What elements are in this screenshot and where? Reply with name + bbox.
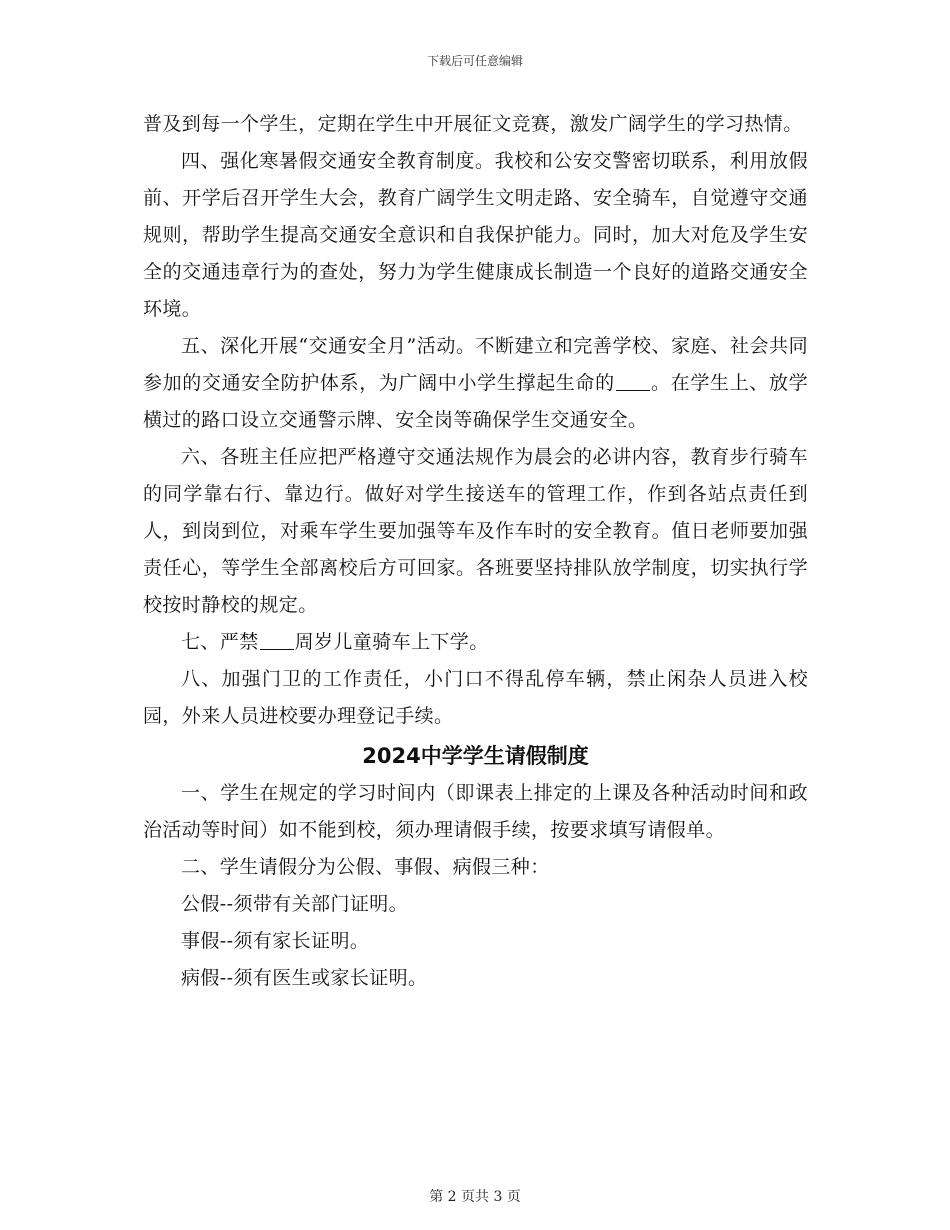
section-title: 2024中学学生请假制度	[362, 744, 589, 768]
leave-type-public: 公假--须带有关部门证明。	[181, 893, 409, 915]
document-body	[143, 106, 808, 997]
page-header: 下载后可任意编辑	[426, 54, 523, 68]
paragraph-continuation: 普及到每一个学生，定期在学生中开展征文竞赛，激发广阔学生的学习热情。	[143, 113, 803, 135]
fill-in-blank	[616, 372, 650, 391]
paragraph-item-7-part-2: 周岁儿童骑车上下学。	[294, 631, 489, 653]
paragraph-item-4: 四、强化寒暑假交通安全教育制度。我校和公安交警密切联系，利用放假前、开学后召开学生大会，教育广阔学生文明走路、安全骑车，自觉遵守交通规则，帮助学生提高交通安全意识和自我保护能力。同时，加大对危及学生安全的交通违章行为的查处，努力为学生健康成长制造一个良好的道路交通安全环境。	[143, 150, 808, 320]
leave-rule-1: 一、学生在规定的学习时间内（即课表上排定的上课及各种活动时间和政治活动等时间）如不能到校，须办理请假手续，按要求填写请假单。	[143, 782, 808, 841]
fill-in-blank	[260, 631, 294, 650]
paragraph-item-6: 六、各班主任应把严格遵守交通法规作为晨会的必讲内容，教育步行骑车的同学靠右行、靠边行。做好对学生接送车的管理工作，作到各站点责任到人，到岗到位，对乘车学生要加强等车及作车时的安全教育。值日老师要加强责任心，等学生全部离校后方可回家。各班要坚持排队放学制度，切实执行学校按时静校的规定。	[143, 446, 808, 616]
leave-type-sick: 病假--须有医生或家长证明。	[181, 967, 428, 989]
paragraph-item-5	[143, 328, 808, 439]
leave-rule-2: 二、学生请假分为公假、事假、病假三种：	[181, 856, 550, 878]
paragraph-item-7-part-1: 七、严禁	[181, 631, 259, 653]
paragraph-item-8: 八、加强门卫的工作责任，小门口不得乱停车辆，禁止闲杂人员进入校园，外来人员进校要办理登记手续。	[143, 668, 808, 727]
leave-type-personal: 事假--须有家长证明。	[181, 930, 370, 952]
paragraph-item-5-part-1: 五、深化开展“交通安全月”活动。不断建立和完善学校、家庭、社会共同参加的交通安全防护体系，为广阔中小学生撑起生命的	[143, 335, 808, 394]
paragraph-item-7	[143, 624, 808, 661]
paragraph-item-5-part-2: 。在学生上、放学横过的路口设立交通警示牌、安全岗等确保学生交通安全。	[143, 372, 808, 431]
page-footer: 第 2 页共 3 页	[429, 1189, 521, 1205]
